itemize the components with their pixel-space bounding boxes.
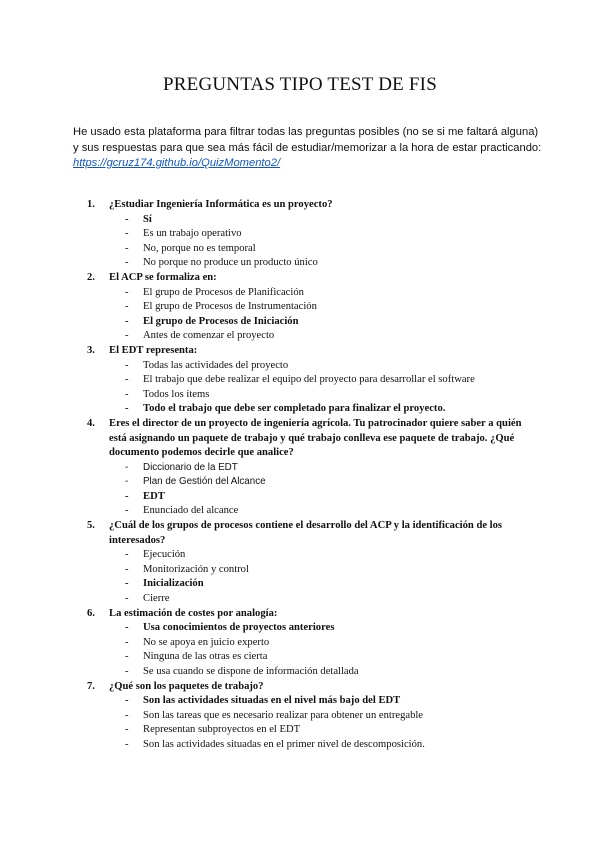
question-number: 4. [87, 417, 95, 429]
question-number: 1. [87, 199, 95, 210]
answer-option-text: Ejecución [143, 549, 186, 561]
question-list [87, 198, 527, 753]
answer-option-text: Son las actividades situadas en el nivel más bajo del EDT [143, 695, 401, 707]
answer-option [87, 329, 527, 344]
bullet-dash: - [125, 738, 129, 750]
bullet-dash: - [125, 242, 129, 254]
question-4 [87, 417, 527, 461]
bullet-dash: - [125, 461, 129, 473]
question-number: 2. [87, 271, 95, 283]
bullet-dash: - [125, 374, 129, 386]
bullet-dash: - [125, 330, 129, 342]
question-number: 7. [87, 680, 95, 692]
intro-line-1: He usado esta plataforma para filtrar todas las preguntas posibles (no se si me faltará alguna) [73, 126, 539, 138]
answer-option-text: Cierre [143, 593, 170, 605]
answer-option-text: El trabajo que debe realizar el equipo del proyecto para desarrollar el software [143, 374, 475, 386]
bullet-dash: - [125, 563, 129, 575]
question-5 [87, 519, 527, 548]
answer-option [87, 286, 527, 301]
question-2 [87, 271, 527, 286]
question-text: El EDT representa: [109, 344, 198, 356]
bullet-dash: - [125, 359, 129, 371]
answer-option [87, 359, 527, 374]
bullet-dash: - [125, 709, 129, 721]
answer-option-correct [87, 213, 527, 228]
answer-option [87, 738, 527, 753]
question-number: 5. [87, 520, 95, 532]
bullet-dash: - [125, 490, 129, 502]
answer-option-correct [87, 621, 527, 636]
bullet-dash: - [125, 593, 129, 605]
answer-option-text: Todo el trabajo que debe ser completado para finalizar el proyecto. [143, 403, 446, 415]
answer-option-correct [87, 315, 527, 330]
bullet-dash: - [125, 666, 129, 677]
bullet-dash: - [125, 549, 129, 561]
bullet-dash: - [125, 622, 129, 634]
answer-option-text: No se apoya en juicio experto [143, 636, 270, 648]
bullet-dash: - [125, 476, 129, 488]
answer-option [87, 242, 527, 257]
answer-option-text: No, porque no es temporal [143, 242, 256, 254]
bullet-dash: - [125, 724, 129, 736]
answer-option-text: Antes de comenzar el proyecto [143, 330, 275, 342]
answer-option [87, 636, 527, 651]
bullet-dash: - [125, 636, 129, 648]
answer-option-correct [87, 402, 527, 417]
question-text: ¿Qué son los paquetes de trabajo? [109, 680, 264, 692]
answer-option [87, 592, 527, 607]
bullet-dash: - [125, 505, 129, 517]
answer-option [87, 300, 527, 315]
answer-option-text: Sí [143, 213, 152, 225]
answer-option-text: No porque no produce un producto único [143, 257, 318, 269]
answer-option-correct [87, 490, 527, 505]
answer-option [87, 373, 527, 388]
answer-option-text: Es un trabajo operativo [143, 228, 242, 240]
bullet-dash: - [125, 695, 129, 707]
bullet-dash: - [125, 578, 129, 590]
intro-paragraph [73, 125, 543, 172]
answer-option [87, 548, 527, 563]
answer-option-text: Diccionario de la EDT [143, 461, 238, 473]
bullet-dash: - [125, 286, 129, 298]
question-text: Eres el director de un proyecto de ingeniería agrícola. Tu patrocinador quiere saber a quién está asignando un paquete de trabajo y qué trabajo conlleva ese paquete de trabajo. ¿Qué documento podemos decirle que analice? [109, 417, 522, 459]
answer-option-text: Usa conocimientos de proyectos anteriores [143, 622, 335, 634]
quiz-link[interactable]: https://gcruz174.github.io/QuizMomento2/ [73, 157, 281, 169]
question-number: 3. [87, 344, 95, 356]
answer-option-text: Enunciado del alcance [143, 505, 239, 517]
answer-option [87, 723, 527, 738]
answer-option [87, 475, 527, 490]
bullet-dash: - [125, 301, 129, 313]
bullet-dash: - [125, 315, 129, 327]
answer-option [87, 709, 527, 724]
question-text: ¿Cuál de los grupos de procesos contiene el desarrollo del ACP y la identificación de los interesados? [109, 520, 503, 546]
answer-option-text: Todos los ítems [143, 388, 210, 400]
answer-option-text: Se usa cuando se dispone de información detallada [143, 666, 359, 677]
answer-option-text: El grupo de Procesos de Instrumentación [143, 301, 317, 313]
question-6 [87, 607, 527, 622]
question-number: 6. [87, 607, 95, 619]
answer-option-text: Inicialización [143, 578, 204, 590]
answer-option [87, 650, 527, 665]
bullet-dash: - [125, 403, 129, 415]
question-7 [87, 680, 527, 695]
page-title: PREGUNTAS TIPO TEST DE FIS [163, 74, 437, 95]
answer-option-text: Representan subproyectos en el EDT [143, 724, 301, 736]
answer-option [87, 504, 527, 519]
answer-option-text: El grupo de Procesos de Planificación [143, 286, 304, 298]
answer-option-text: Son las actividades situadas en el primer nivel de descomposición. [143, 738, 425, 750]
answer-option [87, 227, 527, 242]
answer-option-text: Son las tareas que es necesario realizar para obtener un entregable [143, 709, 424, 721]
answer-option-text: Todas las actividades del proyecto [143, 359, 289, 371]
question-3 [87, 344, 527, 359]
answer-option-text: Plan de Gestión del Alcance [143, 476, 266, 488]
question-text: La estimación de costes por analogía: [109, 607, 278, 619]
answer-option [87, 563, 527, 578]
answer-option-text: El grupo de Procesos de Iniciación [143, 315, 299, 327]
bullet-dash: - [125, 213, 129, 225]
question-text: El ACP se formaliza en: [109, 271, 217, 283]
bullet-dash: - [125, 257, 129, 269]
answer-option-correct [87, 694, 527, 709]
intro-line-2: y sus respuestas para que sea más fácil de estudiar/memorizar a la hora de estar practicando: [73, 141, 542, 154]
answer-option [87, 256, 527, 271]
question-text: ¿Estudiar Ingeniería Informática es un proyecto? [109, 199, 333, 210]
answer-option-text: EDT [143, 490, 165, 502]
answer-option [87, 665, 527, 680]
bullet-dash: - [125, 388, 129, 400]
bullet-dash: - [125, 651, 129, 663]
question-1 [87, 198, 527, 213]
answer-option-text: Ninguna de las otras es cierta [143, 651, 268, 663]
answer-option-text: Monitorización y control [143, 563, 249, 575]
answer-option-correct [87, 577, 527, 592]
answer-option [87, 461, 527, 476]
bullet-dash: - [125, 228, 129, 240]
answer-option [87, 388, 527, 403]
